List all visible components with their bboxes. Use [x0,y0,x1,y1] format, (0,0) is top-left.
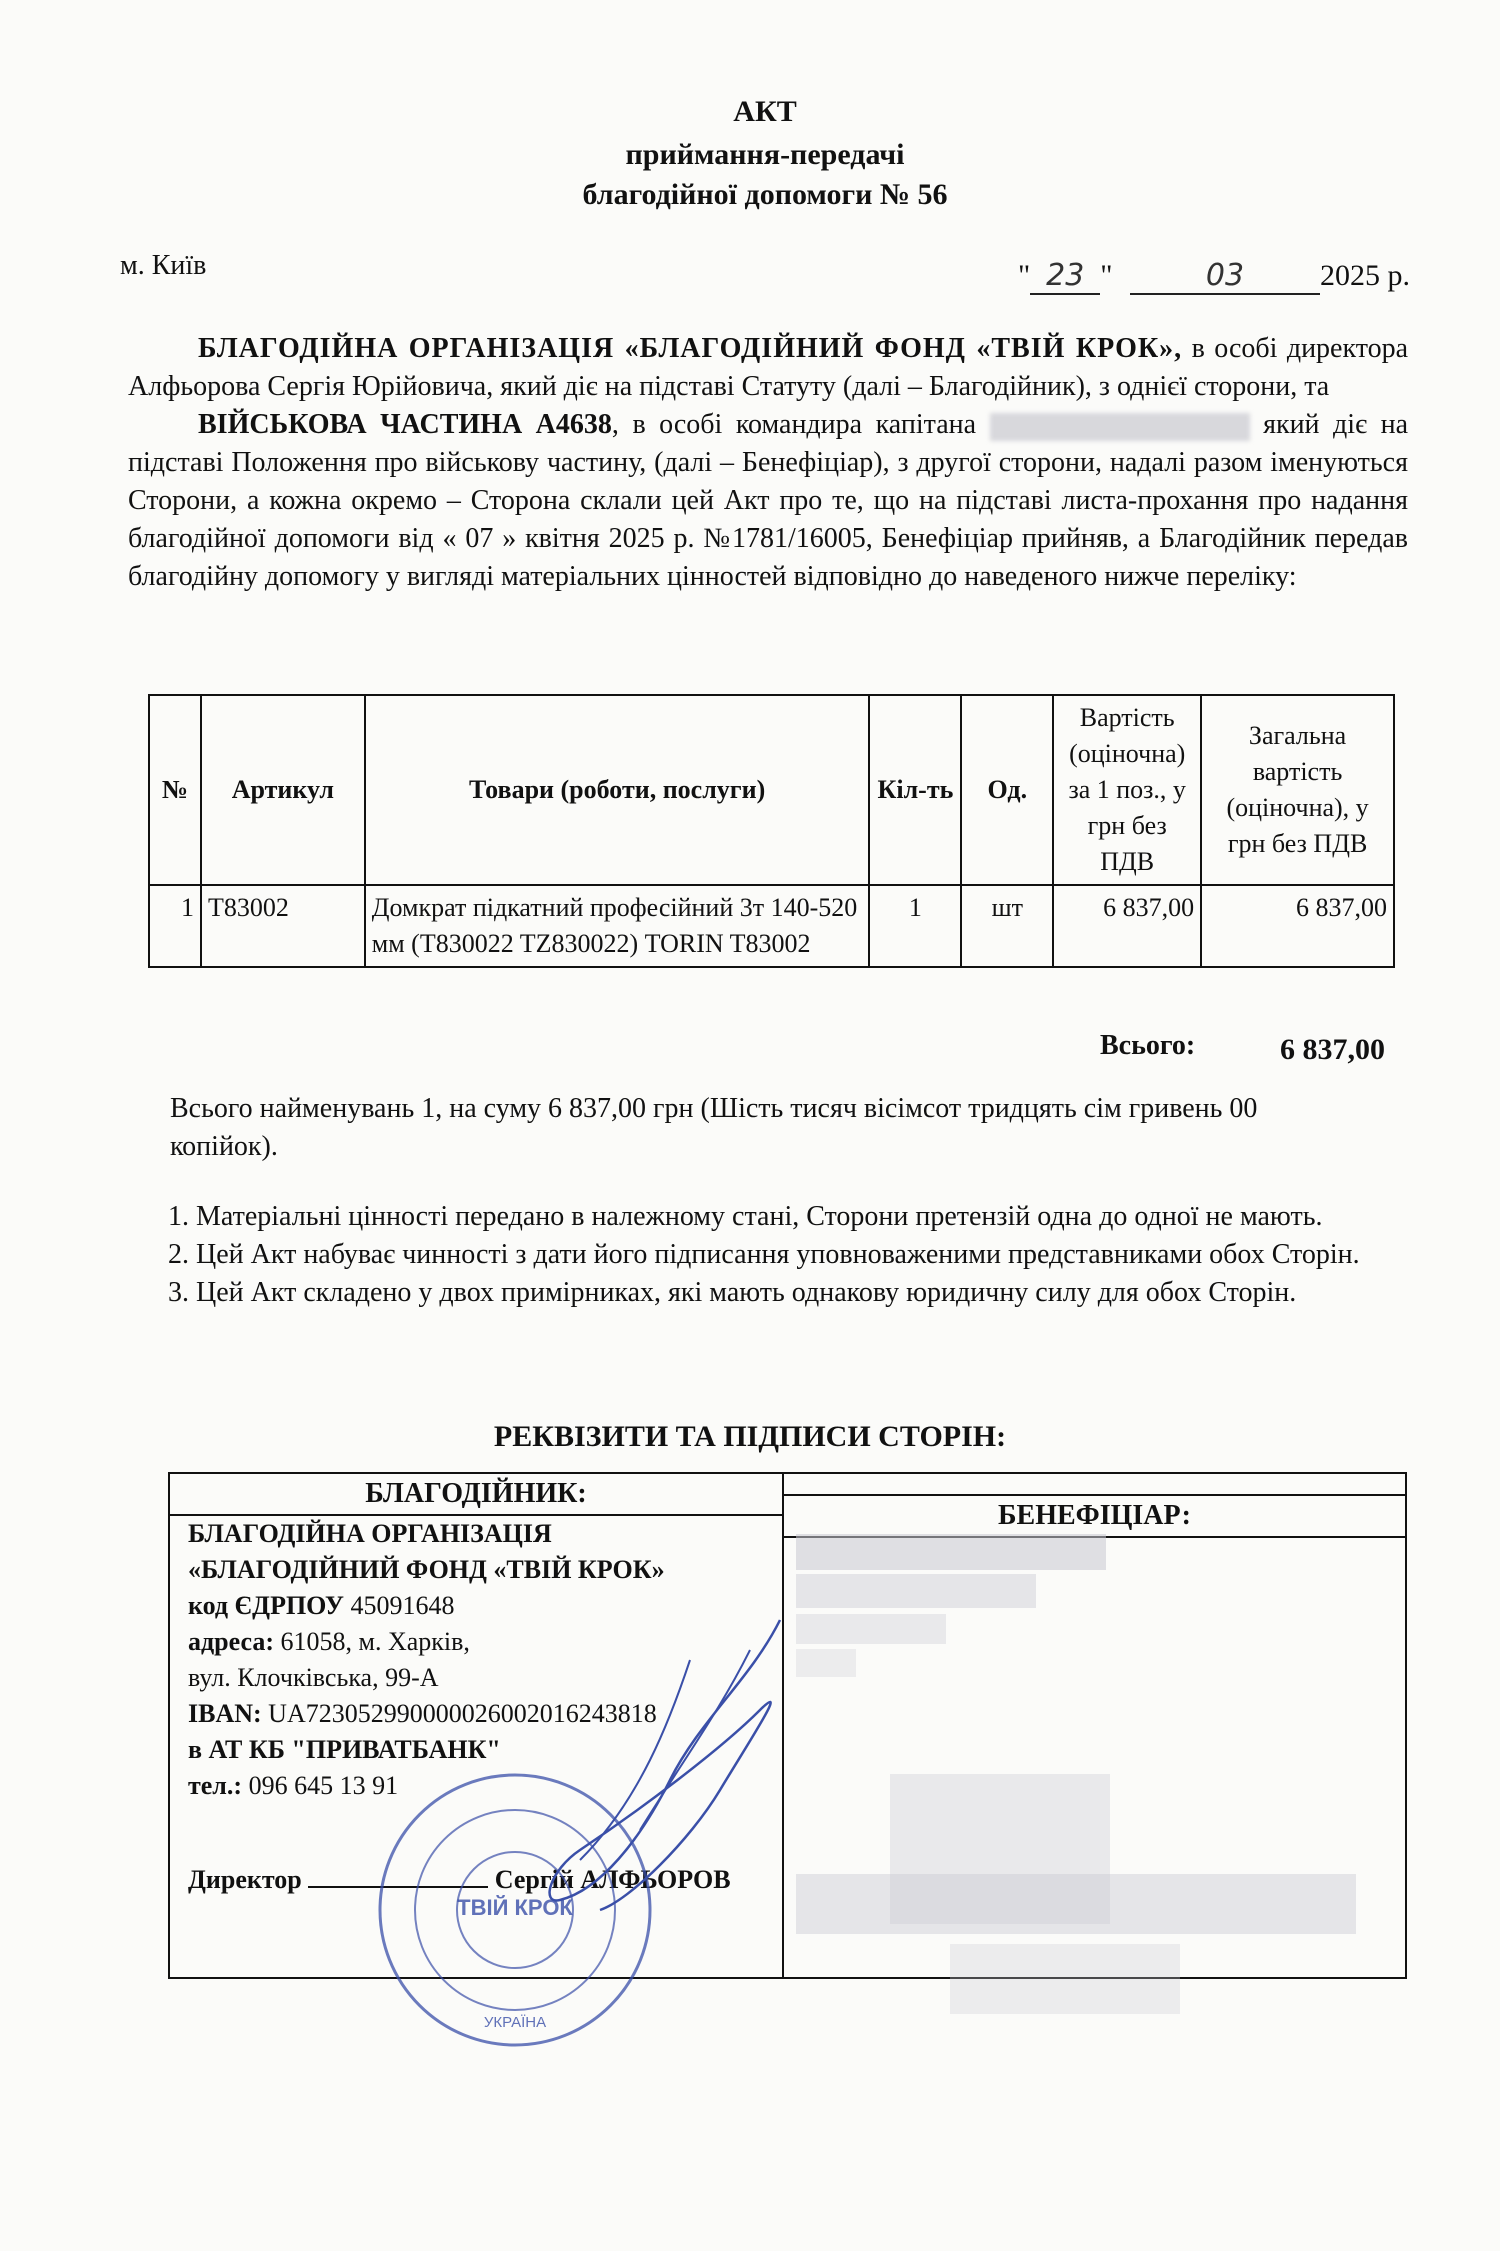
date-day: 23 [1030,258,1100,295]
col-article: Артикул [201,695,365,885]
donor-header: БЛАГОДІЙНИК: [170,1474,784,1516]
phone-label: тел.: [188,1771,243,1800]
doc-subtitle: приймання-передачі [625,138,905,171]
col-unit: Од. [961,695,1053,885]
summary-text: Всього найменувань 1, на суму 6 837,00 грн (Шість тисяч вісімсот тридцять сім гривень 00 копійок). [170,1093,1258,1162]
unit-text-a: , в особі командира капітана [611,409,977,440]
col-total-price: Загальна вартість (оціночна), у грн без ПДВ [1201,695,1394,885]
cell-unit: шт [961,885,1053,967]
cell-unit-price: 6 837,00 [1053,885,1201,967]
edrpou-label: код ЄДРПОУ [188,1591,345,1620]
director-label: Директор [188,1865,302,1894]
cell-qty: 1 [869,885,961,967]
stamp-center-text: ТВІЙ КРОК [457,1895,573,1920]
unit-text-b: який діє на підставі Положення про військову частину, (далі – Бенефіціар), з другої сторони, надалі разом іменуються Сторони, а кожна окремо – Сторона склали цей Акт про те, що на підставі листа-прохання про надання благодійної допомоги від « 07 » квітня 2025 р. №1781/16005, Бенефіціар прийняв, а Благодійник передав благодійну допомогу у вигляді матеріальних цінностей відповідно до наведеного нижче переліку: [128,409,1409,592]
intro-paragraph [128,330,1408,596]
iban-value: UA723052990000026002016243818 [268,1699,657,1728]
clause-2: 2. Цей Акт набуває чинності з дати його підписання уповноваженими представниками обох Сторін. [168,1239,1360,1270]
col-number: № [149,695,201,885]
requisites-title: РЕКВІЗИТИ ТА ПІДПИСИ СТОРІН: [493,1420,1007,1453]
iban-label: IBAN: [188,1699,262,1728]
date-year: 2025 р. [1320,259,1410,292]
col-qty: Кіл-ть [869,695,961,885]
city: м. Київ [120,250,207,281]
col-unit-price: Вартість (оціночна) за 1 поз., у грн без ПДВ [1053,695,1201,885]
address-label: адреса: [188,1627,274,1656]
doc-date: " 23 " 03 2025 р. [1018,258,1410,293]
stamp-country: УКРАЇНА [483,2014,547,2031]
table-row [149,885,1394,967]
clauses [168,1198,1396,1312]
cell-goods: Домкрат підкатний професійний 3т 140-520 мм (T830022 TZ830022) TORIN T83002 [365,885,870,967]
redacted-name [990,413,1250,441]
items-table [148,694,1395,968]
date-month: 03 [1130,258,1320,295]
phone-value: 096 645 13 91 [248,1771,399,1800]
unit-name: ВІЙСЬКОВА ЧАСТИНА А4638 [198,409,612,440]
org-name: БЛАГОДІЙНА ОРГАНІЗАЦІЯ «БЛАГОДІЙНИЙ ФОНД «ТВІЙ КРОК», [198,333,1183,364]
total-value: 6 837,00 [1280,1033,1385,1066]
address-street: вул. Клочківська, 99-А [188,1663,439,1692]
cell-total-price: 6 837,00 [1201,885,1394,967]
beneficiary-header: БЕНЕФІЦІАР: [784,1494,1405,1538]
donor-org-line1: БЛАГОДІЙНА ОРГАНІЗАЦІЯ [188,1519,552,1548]
clause-3: 3. Цей Акт складено у двох примірниках, які мають однакову юридичну силу для обох Сторін. [168,1277,1297,1308]
edrpou-value: 45091648 [350,1591,455,1620]
intro-text: в особі директора Алфьорова Сергія Юрійовича, який діє на підставі Статуту (далі – Благодійник), з однієї сторони, та [128,333,1409,402]
total-label: Всього: [1100,1030,1196,1061]
doc-title: АКТ [733,95,797,128]
donor-org-line2: «БЛАГОДІЙНИЙ ФОНД «ТВІЙ КРОК» [188,1555,665,1584]
bank-name: в АТ КБ "ПРИВАТБАНК" [188,1735,501,1764]
doc-subtitle-2: благодійної допомоги № 56 [582,178,948,211]
clause-1: 1. Матеріальні цінності передано в належному стані, Сторони претензій одна до одної не мають. [168,1201,1323,1232]
director-name: Сергій АЛФЬОРОВ [494,1865,731,1894]
cell-number: 1 [149,885,201,967]
table-header-row [149,695,1394,885]
organization-stamp [370,1765,660,2055]
address-value: 61058, м. Харків, [280,1627,470,1656]
col-goods: Товари (роботи, послуги) [365,695,870,885]
cell-article: T83002 [201,885,365,967]
